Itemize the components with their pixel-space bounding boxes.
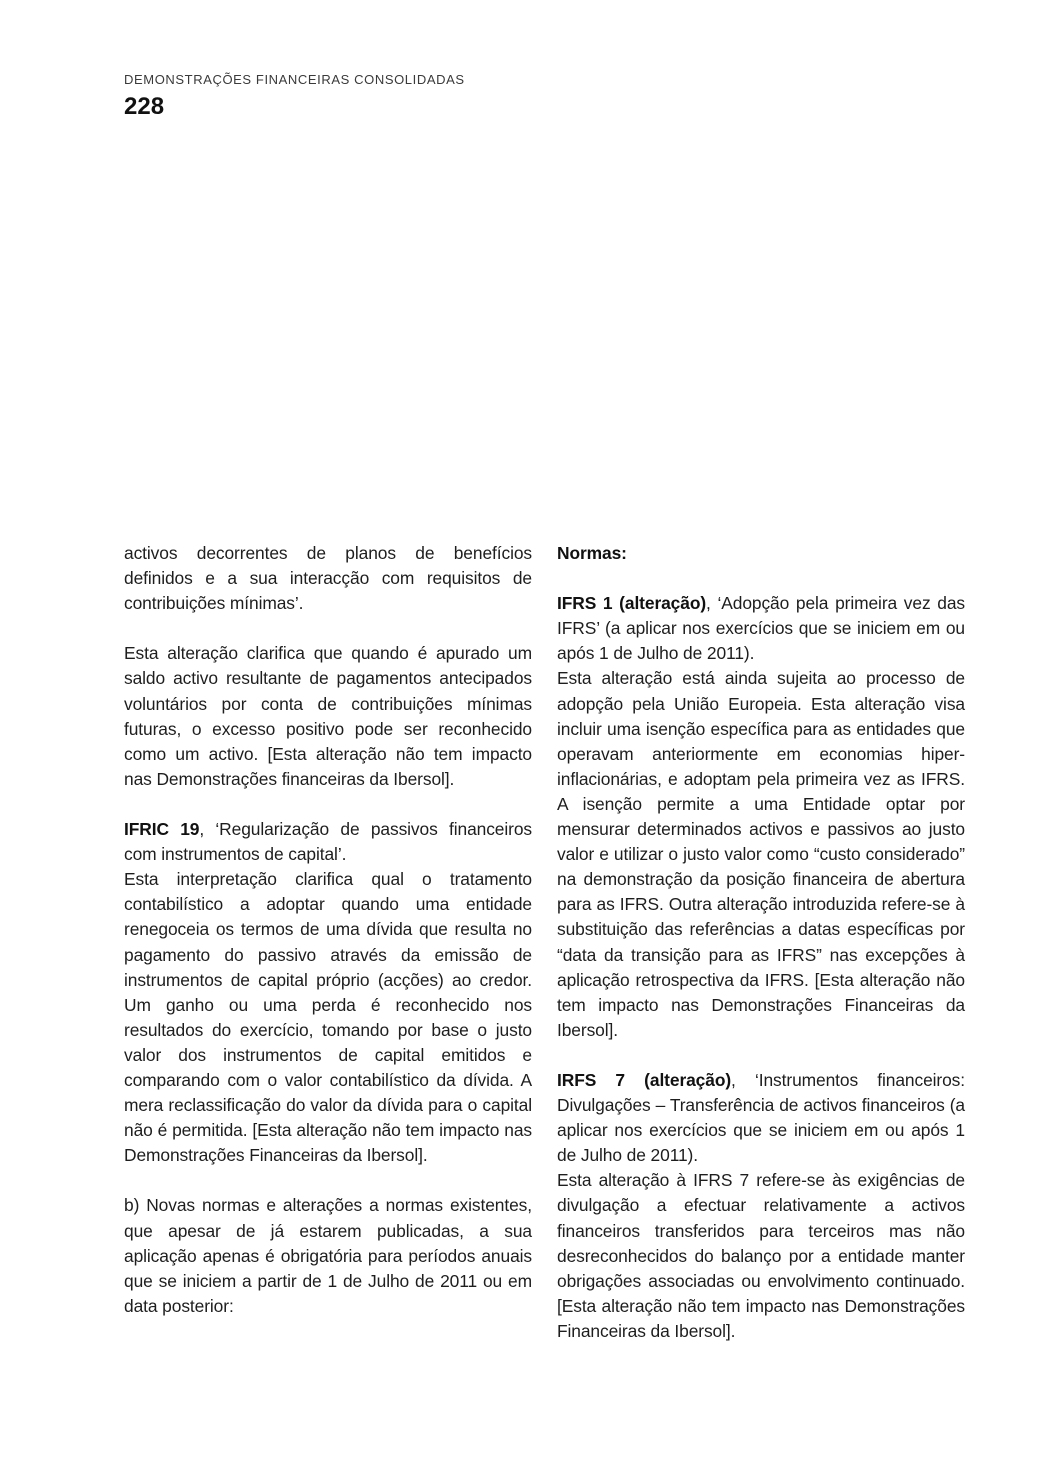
page-header: [124, 70, 465, 122]
irfs7-body: Esta alteração à IFRS 7 refere-se às exigências de divulgação a efectuar relativamente a activos financeiros transferidos para terceiros mas não desreconhecidos do balanço por a entidade manter obrigações associadas ou envolvimento continuado. [Esta alteração não tem impacto nas Demonstrações Financeiras da Ibersol].: [557, 1170, 965, 1341]
right-column: [557, 541, 965, 1344]
left-column: [124, 541, 532, 1319]
ifric19-body: Esta interpretação clarifica qual o tratamento contabilístico a adoptar quando uma entidade renegoceia os termos de uma dívida que resulta no pagamento do passivo através da emissão de instrumentos de capital próprio (acções) ao credor. Um ganho ou uma perda é reconhecido nos resultados do exercício, tomando por base o justo valor dos instrumentos de capital emitidos e comparando com o valor contabilístico da dívida. A mera reclassificação do valor da dívida para o capital não é permitida. [Esta alteração não tem impacto nas Demonstrações Financeiras da Ibersol].: [124, 869, 532, 1166]
ifric19-intro-text: , ‘Regularização de passivos financeiros com instrumentos de capital’.: [124, 819, 532, 865]
ifrs1-body: Esta alteração está ainda sujeita ao processo de adopção pela União Europeia. Esta alteração visa incluir uma isenção específica para as entidades que operavam anteriormente em economias hiper-inflacionárias, e adoptam pela primeira vez as IFRS. A isenção permite a uma Entidade optar por mensurar determinados activos e passivos ao justo valor e utilizar o justo valor como “custo considerado” na demonstração da posição financeira de abertura para as IFRS. Outra alteração introduzida refere-se à substituição das referências a datas específicas por “data da transição para as IFRS” nas excepções à aplicação retrospectiva da IFRS. [Esta alteração não tem impacto nas Demonstrações Financeiras da Ibersol].: [557, 668, 965, 1040]
paragraph-clarification: Esta alteração clarifica que quando é apurado um saldo activo resultante de pagamentos antecipados voluntários por conta de contribuições mínimas futuras, o excesso positivo pode ser reconhecido como um activo. [Esta alteração não tem impacto nas Demonstrações financeiras da Ibersol].: [124, 643, 532, 789]
ifrs1-title: IFRS 1 (alteração): [557, 593, 707, 614]
irfs7-intro: [557, 1068, 965, 1168]
ifric19-title: IFRIC 19: [124, 819, 200, 840]
page-number: 228: [124, 93, 165, 120]
irfs7-title: IRFS 7 (alteração): [557, 1069, 732, 1090]
ifric19-intro: [124, 817, 532, 867]
section-title: DEMONSTRAÇÕES FINANCEIRAS CONSOLIDADAS: [124, 72, 465, 87]
normas-heading: Normas:: [557, 543, 627, 563]
ifrs1-intro-text: , ‘Adopção pela primeira vez das IFRS’ (a aplicar nos exercícios que se iniciem em ou após 1 de Julho de 2011).: [557, 593, 965, 664]
ifrs1-intro: [557, 591, 965, 666]
paragraph-new-standards: b) Novas normas e alterações a normas existentes, que apesar de já estarem publicadas, a sua aplicação apenas é obrigatória para períodos anuais que se iniciem a partir de 1 de Julho de 2011 ou em data posterior:: [124, 1195, 532, 1316]
irfs7-intro-text: , ‘Instrumentos financeiros: Divulgações – Transferência de activos financeiros (a aplicar nos exercícios que se iniciem em ou após 1 de Julho de 2011).: [557, 1069, 965, 1166]
paragraph-plan-benefits: activos decorrentes de planos de benefícios definidos e a sua interacção com requisitos de contribuições mínimas’.: [124, 543, 532, 614]
